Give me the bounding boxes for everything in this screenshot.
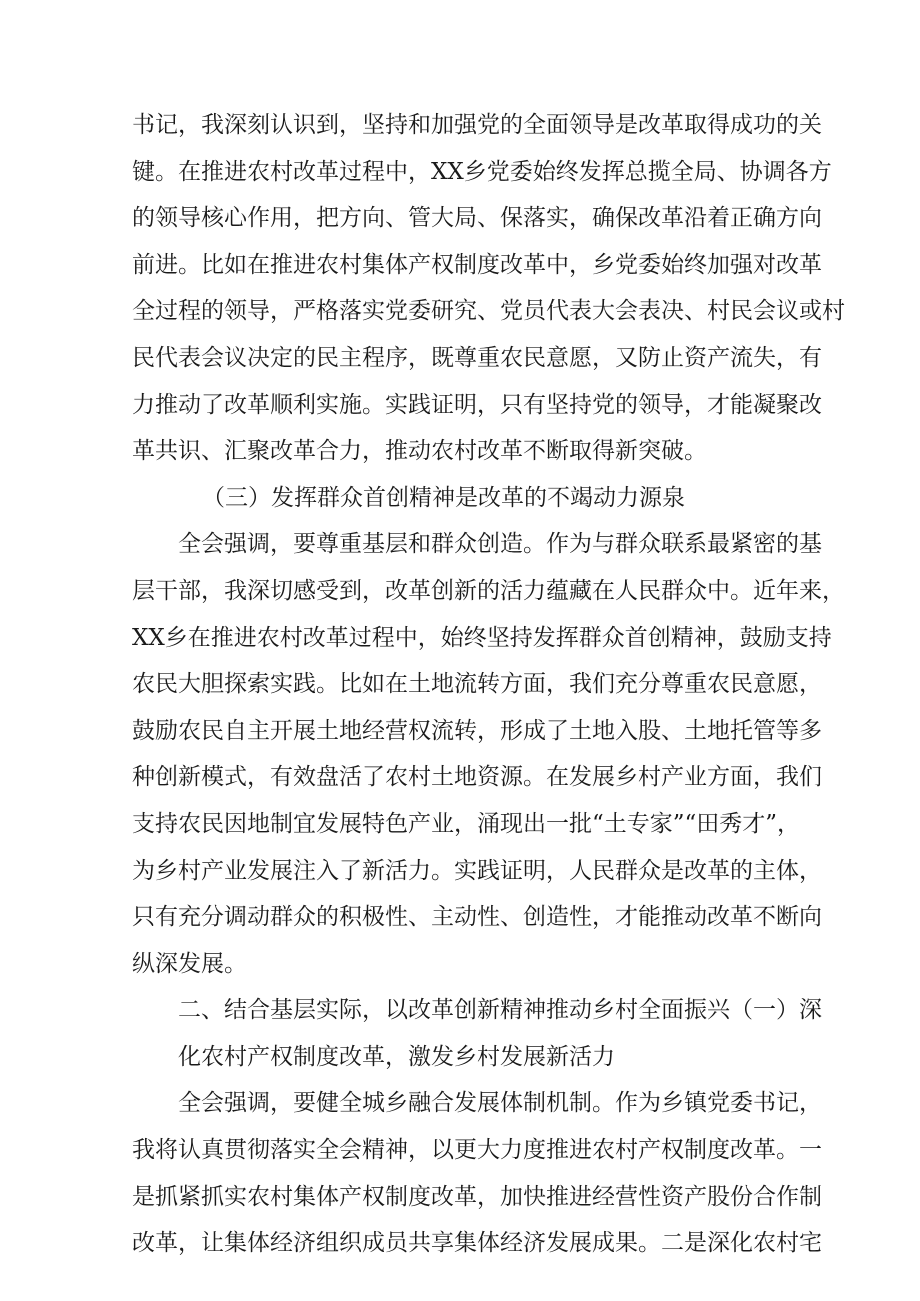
- text-line: 纵深发展。: [132, 950, 247, 977]
- text-line: 全会强调，要健全城乡融合发展体制机制。作为乡镇党委书记，: [178, 1090, 822, 1117]
- text-line: 鼓励农民自主开展土地经营权流转，形成了土地入股、土地托管等多: [132, 717, 822, 744]
- text-line: 书记，我深刻认识到，坚持和加强党的全面领导是改革取得成功的关: [132, 112, 822, 138]
- section-heading-3: [132, 475, 792, 522]
- document-body: [132, 102, 845, 1267]
- text-line: 种创新模式，有效盘活了农村土地资源。在发展乡村产业方面，我们: [132, 764, 822, 791]
- paragraph-property-reform: [132, 1080, 822, 1266]
- text-line: 的领导核心作用，把方向、管大局、保落实，确保改革沿着正确方向: [132, 205, 822, 232]
- paragraph-party-leadership: [132, 102, 845, 475]
- text-line: 农民大胆探索实践。比如在土地流转方面，我们充分尊重农民意愿，: [132, 671, 822, 698]
- text-line: 层干部，我深切感受到，改革创新的活力蕴藏在人民群众中。近年来，: [132, 577, 845, 604]
- paragraph-mass-creativity: [132, 521, 845, 987]
- section-heading-text: 化农村产权制度改革，激发乡村发展新活力: [178, 1043, 615, 1070]
- text-line: XX乡在推进农村改革过程中，始终坚持发挥群众首创精神，鼓励支持: [132, 624, 832, 651]
- text-line: 民代表会议决定的民主程序，既尊重农民意愿，又防止资产流失，有: [132, 344, 822, 371]
- text-line: 我将认真贯彻落实全会精神，以更大力度推进农村产权制度改革。一: [132, 1137, 822, 1164]
- text-line: 只有充分调动群众的积极性、主动性、创造性，才能推动改革不断向: [132, 904, 822, 931]
- text-line: 支持农民因地制宜发展特色产业，涌现出一批“土专家”“田秀才”，: [132, 810, 801, 837]
- text-line: 全会强调，要尊重基层和群众创造。作为与群众联系最紧密的基: [178, 531, 822, 558]
- text-line: 革共识、汇聚改革合力，推动农村改革不断取得新突破。: [132, 438, 707, 465]
- text-line: 力推动了改革顺利实施。实践证明，只有坚持党的领导，才能凝聚改: [132, 391, 822, 418]
- section-heading-2: [132, 987, 822, 1080]
- text-line: 为乡村产业发展注入了新活力。实践证明，人民群众是改革的主体，: [132, 857, 822, 884]
- text-line: 全过程的领导，严格落实党委研究、党员代表大会表决、村民会议或村: [132, 298, 845, 325]
- text-line: 键。在推进农村改革过程中，XX乡党委始终发挥总揽全局、协调各方: [132, 158, 832, 185]
- text-line: 改革，让集体经济组织成员共享集体经济发展成果。二是深化农村宅: [132, 1230, 822, 1257]
- section-heading-text: 二、结合基层实际，以改革创新精神推动乡村全面振兴（一）深: [178, 997, 822, 1024]
- text-line: 是抓紧抓实农村集体产权制度改革，加快推进经营性资产股份合作制: [132, 1183, 822, 1210]
- section-heading-text: （三）发挥群众首创精神是改革的不竭动力源泉: [202, 484, 685, 511]
- text-line: 前进。比如在推进农村集体产权制度改革中，乡党委始终加强对改革: [132, 251, 822, 278]
